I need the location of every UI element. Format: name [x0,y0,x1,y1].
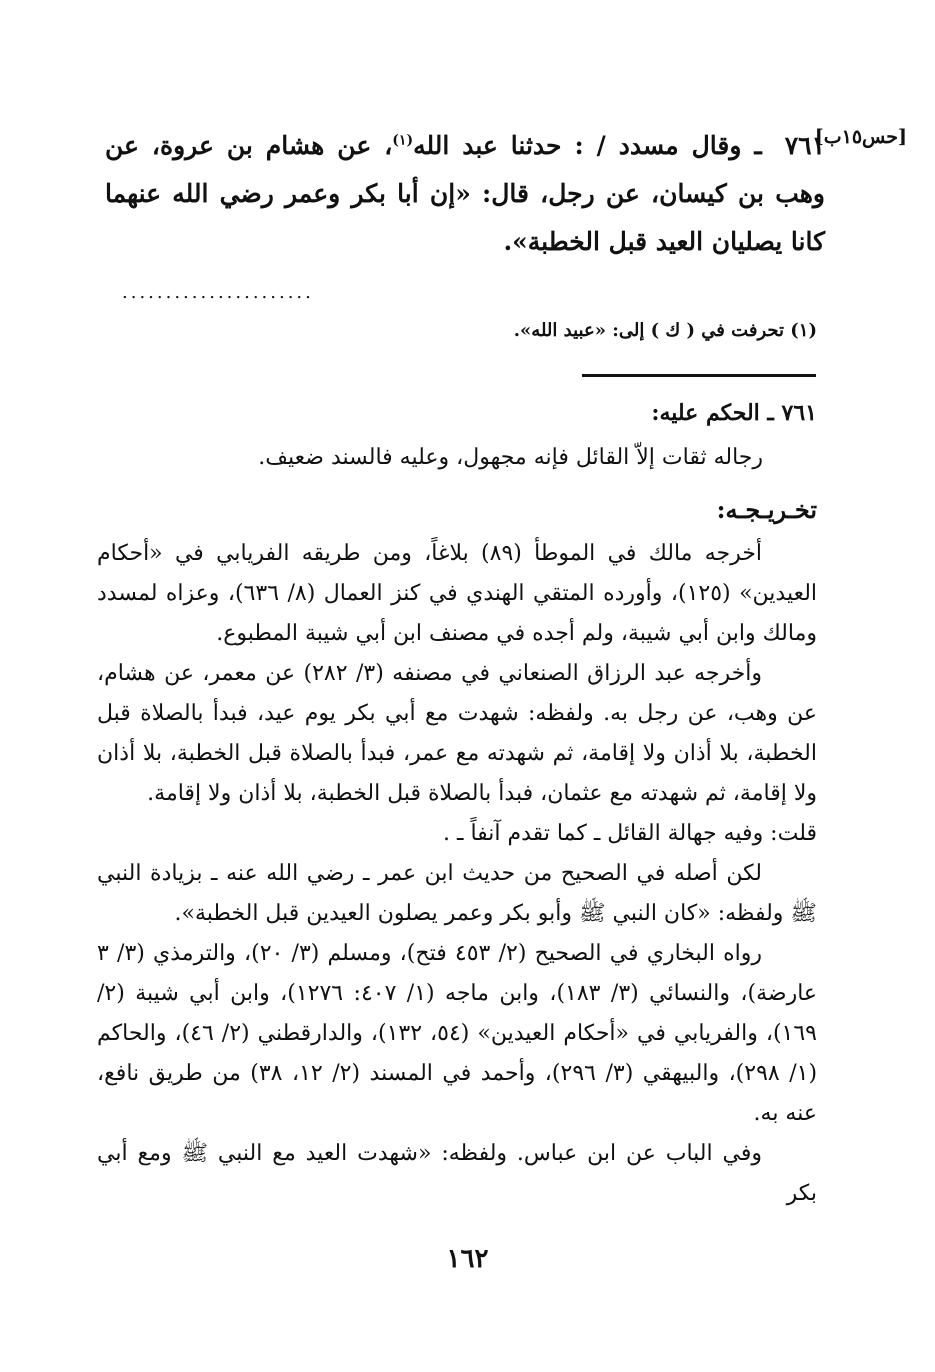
footnote-separator-dots: ...................... [122,282,314,303]
ruling-heading: ٧٦١ ـ الحكم عليه: [651,400,817,426]
hadith-number: ٧٦١ [784,131,825,160]
footnote: (١) تحرفت في ( ك ) إلى: «عبيد الله». [513,320,817,341]
hadith-text-part-1: ـ وقال مسدد / : حدثنا عبد الله [413,131,762,160]
footnote-marker: (١) [392,132,414,149]
takhrij-section [97,534,817,1214]
section-divider-line [582,374,816,377]
ruling-text: رجاله ثقات إلاّ القائل فإنه مجهول، وعليه فالسند ضعيف. [258,445,763,470]
takhrij-paragraph: أخرجه مالك في الموطأ (٨٩) بلاغاً، ومن طريقه الفريابي في «أحكام العيدين» (١٢٥)، وأورده المتقي الهندي في كنز العمال (٨/ ٦٣٦)، وعزاه لمسدد ومالك وابن أبي شيبة، ولم أجده في مصنف ابن أبي شيبة المطبوع. [97,541,818,646]
hadith-text-part-2: ، عن هشام بن عروة، عن وهب بن كيسان، عن رجل، قال: «إن أبا بكر وعمر رضي الله عنهما كانا يصليان العيد قبل الخطبة». [105,131,825,256]
takhrij-paragraph: وأخرجه عبد الرزاق الصنعاني في مصنفه (٣/ ٢٨٢) عن معمر، عن هشام، عن وهب، عن رجل به. ولفظه: شهدت مع أبي بكر يوم عيد، فبدأ بالصلاة قبل الخطبة، بلا أذان ولا إقامة، ثم شهدته مع عمر، فبدأ بالصلاة قبل الخطبة، بلا أذان ولا إقامة، ثم شهدته مع عثمان، فبدأ بالصلاة قبل الخطبة، بلا أذان ولا إقامة. [97,661,818,806]
takhrij-paragraph: وفي الباب عن ابن عباس. ولفظه: «شهدت العيد مع النبي ﷺ ومع أبي بكر [97,1141,817,1206]
manuscript-folio-reference: [حس١٥ب] [814,126,907,148]
hadith-text [105,122,825,266]
takhrij-paragraph: رواه البخاري في الصحيح (٢/ ٤٥٣ فتح)، ومسلم (٣/ ٢٠)، والترمذي (٣/ ٣ عارضة)، والنسائي (٣/ ١٨٣)، وابن ماجه (١/ ٤٠٧: ١٢٧٦)، وابن أبي شيبة (٢/ ١٦٩)، والفريابي في «أحكام العيدين» (٥٤، ١٣٢)، والدارقطني (٢/ ٤٦)، والحاكم (١/ ٢٩٨)، والبيهقي (٣/ ٢٩٦)، وأحمد في المسند (٢/ ١٢، ٣٨) من طريق نافع، عنه به. [97,941,818,1126]
takhrij-paragraph: قلت: وفيه جهالة القائل ـ كما تقدم آنفاً ـ . [443,821,817,846]
page-number: ١٦٢ [446,1244,489,1274]
takhrij-heading: تخـريـجـه: [716,495,817,524]
takhrij-paragraph: لكن أصله في الصحيح من حديث ابن عمر ـ رضي الله عنه ـ بزيادة النبي ﷺ ولفظه: «كان النبي ﷺ وأبو بكر وعمر يصلون العيدين قبل الخطبة». [97,861,817,926]
